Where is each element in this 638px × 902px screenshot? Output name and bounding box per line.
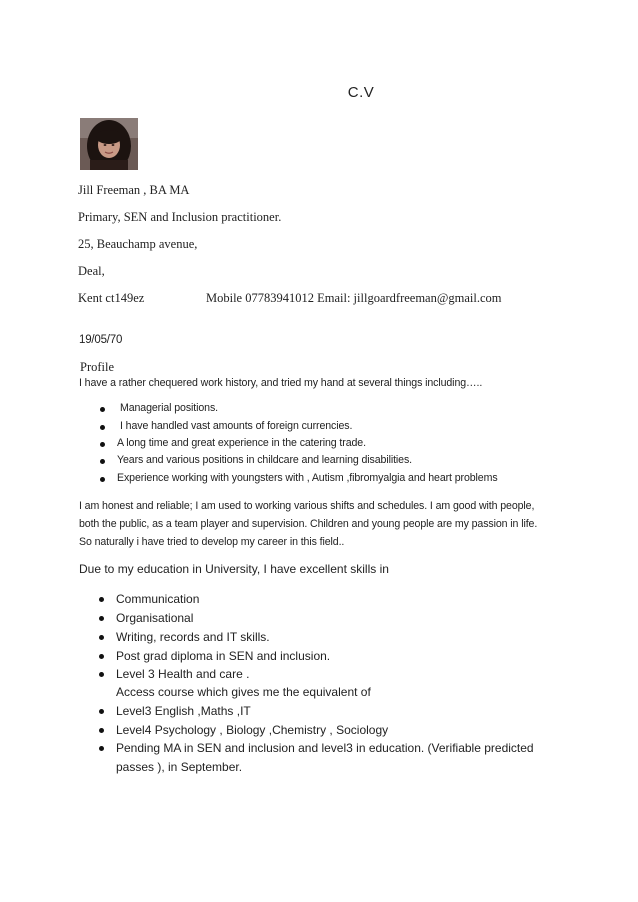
address-line-2: Deal,: [78, 264, 105, 278]
bullet-icon: [99, 654, 104, 659]
contact-role: Primary, SEN and Inclusion practitioner.: [78, 210, 282, 224]
profile-intro: I have a rather chequered work history, and tried my hand at several things including…..: [79, 377, 483, 389]
bullet-icon: [100, 407, 105, 412]
profile-photo: [80, 118, 138, 170]
bullet-icon: [99, 728, 104, 733]
list-item-text: Level3 English ,Maths ,IT: [116, 704, 251, 718]
bullet-icon: [99, 597, 104, 602]
profile-paragraph-line: So naturally i have tried to develop my career in this field..: [79, 536, 345, 548]
date-of-birth: 19/05/70: [79, 334, 123, 346]
education-intro: Due to my education in University, I have excellent skills in: [79, 562, 389, 576]
list-item-text: Organisational: [116, 611, 194, 625]
mobile-email: Mobile 07783941012 Email: jillgoardfreeman@gmail.com: [206, 291, 502, 305]
profile-paragraph-line: I am honest and reliable; I am used to working various shifts and schedules. I am good with people,: [79, 500, 535, 512]
profile-heading: Profile: [80, 360, 115, 374]
contact-name: Jill Freeman , BA MA: [78, 183, 190, 197]
list-item-text: passes ), in September.: [116, 760, 243, 774]
bullet-icon: [99, 709, 104, 714]
bullet-icon: [100, 425, 105, 430]
bullet-icon: [99, 672, 104, 677]
list-item-text: Experience working with youngsters with , Autism ,fibromyalgia and heart problems: [117, 472, 498, 484]
bullet-icon: [99, 746, 104, 751]
list-item-text: A long time and great experience in the catering trade.: [117, 437, 366, 449]
bullet-icon: [99, 635, 104, 640]
address-line-3: Kent ct149ez: [78, 291, 145, 305]
list-item-text: Pending MA in SEN and inclusion and level3 in education. (Verifiable predicted: [116, 741, 534, 755]
document-title: C.V: [347, 84, 375, 101]
list-item-text: Managerial positions.: [120, 402, 219, 414]
list-item-text: Years and various positions in childcare and learning disabilities.: [117, 454, 413, 466]
bullet-icon: [100, 459, 105, 464]
list-item-text: Communication: [116, 592, 200, 606]
bullet-icon: [100, 442, 105, 447]
list-item-text: Level4 Psychology , Biology ,Chemistry , Sociology: [116, 723, 389, 737]
list-item-text: Access course which gives me the equivalent of: [116, 685, 371, 699]
list-item-text: I have handled vast amounts of foreign currencies.: [120, 420, 353, 432]
portrait-image: [80, 118, 138, 170]
bullet-icon: [100, 477, 105, 482]
profile-paragraph-line: both the public, as a team player and supervision. Children and young people are my passion in life.: [79, 518, 538, 530]
list-item-text: Post grad diploma in SEN and inclusion.: [116, 649, 331, 663]
bullet-icon: [99, 616, 104, 621]
list-item-text: Level 3 Health and care .: [116, 667, 250, 681]
list-item-text: Writing, records and IT skills.: [116, 630, 270, 644]
address-line-1: 25, Beauchamp avenue,: [78, 237, 198, 251]
